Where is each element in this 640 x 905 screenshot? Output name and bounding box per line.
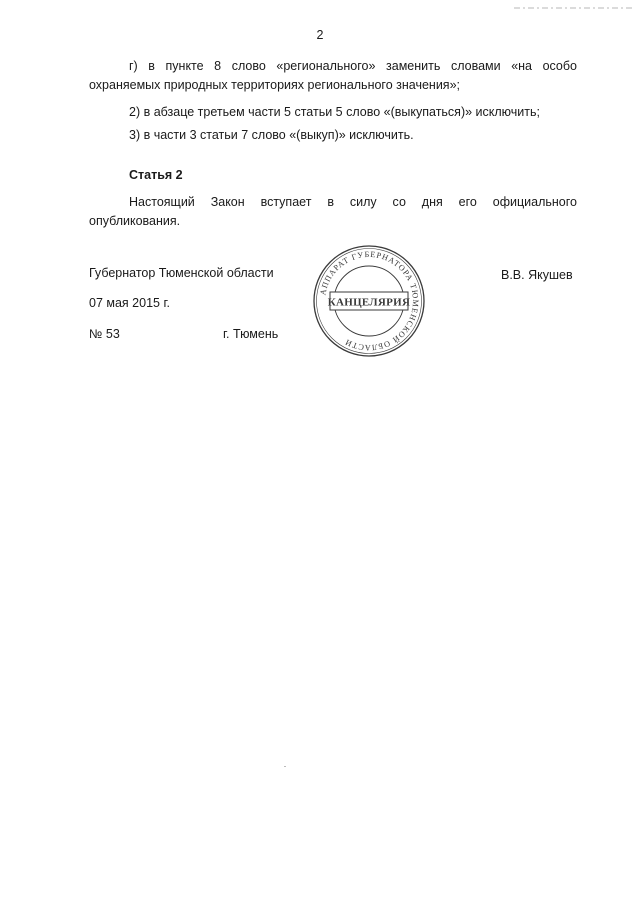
amendment-g-line2: охраняемых природных территориях регионального значения»;: [89, 78, 460, 92]
signatory-position: Губернатор Тюменской области: [89, 266, 274, 280]
article-2-heading: Статья 2: [129, 168, 183, 182]
law-number: № 53: [89, 327, 120, 341]
article-2-line2: опубликования.: [89, 214, 181, 228]
amendment-3: 3) в части 3 статьи 7 слово «(выкуп)» исключить.: [129, 128, 414, 142]
svg-text:КАНЦЕЛЯРИЯ: КАНЦЕЛЯРИЯ: [327, 296, 411, 309]
signing-date: 07 мая 2015 г.: [89, 296, 170, 310]
amendment-g-line1: г) в пункте 8 слово «регионального» заменить словами «на особо: [129, 59, 577, 73]
svg-text:АППАРАТ ГУБЕРНАТОРА ТЮМЕНСКОЙ: АППАРАТ ГУБЕРНАТОРА ТЮМЕНСКОЙ ОБЛАСТИ: [318, 249, 421, 353]
scan-speck: [284, 766, 286, 767]
article-2-line1: Настоящий Закон вступает в силу со дня его официального: [129, 195, 577, 209]
official-stamp: [312, 244, 426, 358]
amendment-2: 2) в абзаце третьем части 5 статьи 5 слово «(выкупаться)» исключить;: [129, 105, 540, 119]
amendment-g: [89, 57, 577, 95]
scan-header-mark: [514, 0, 634, 6]
signing-city: г. Тюмень: [223, 327, 279, 341]
signatory-name: В.В. Якушев: [501, 268, 573, 282]
article-2-body: [89, 193, 577, 231]
page-number: 2: [316, 28, 324, 42]
